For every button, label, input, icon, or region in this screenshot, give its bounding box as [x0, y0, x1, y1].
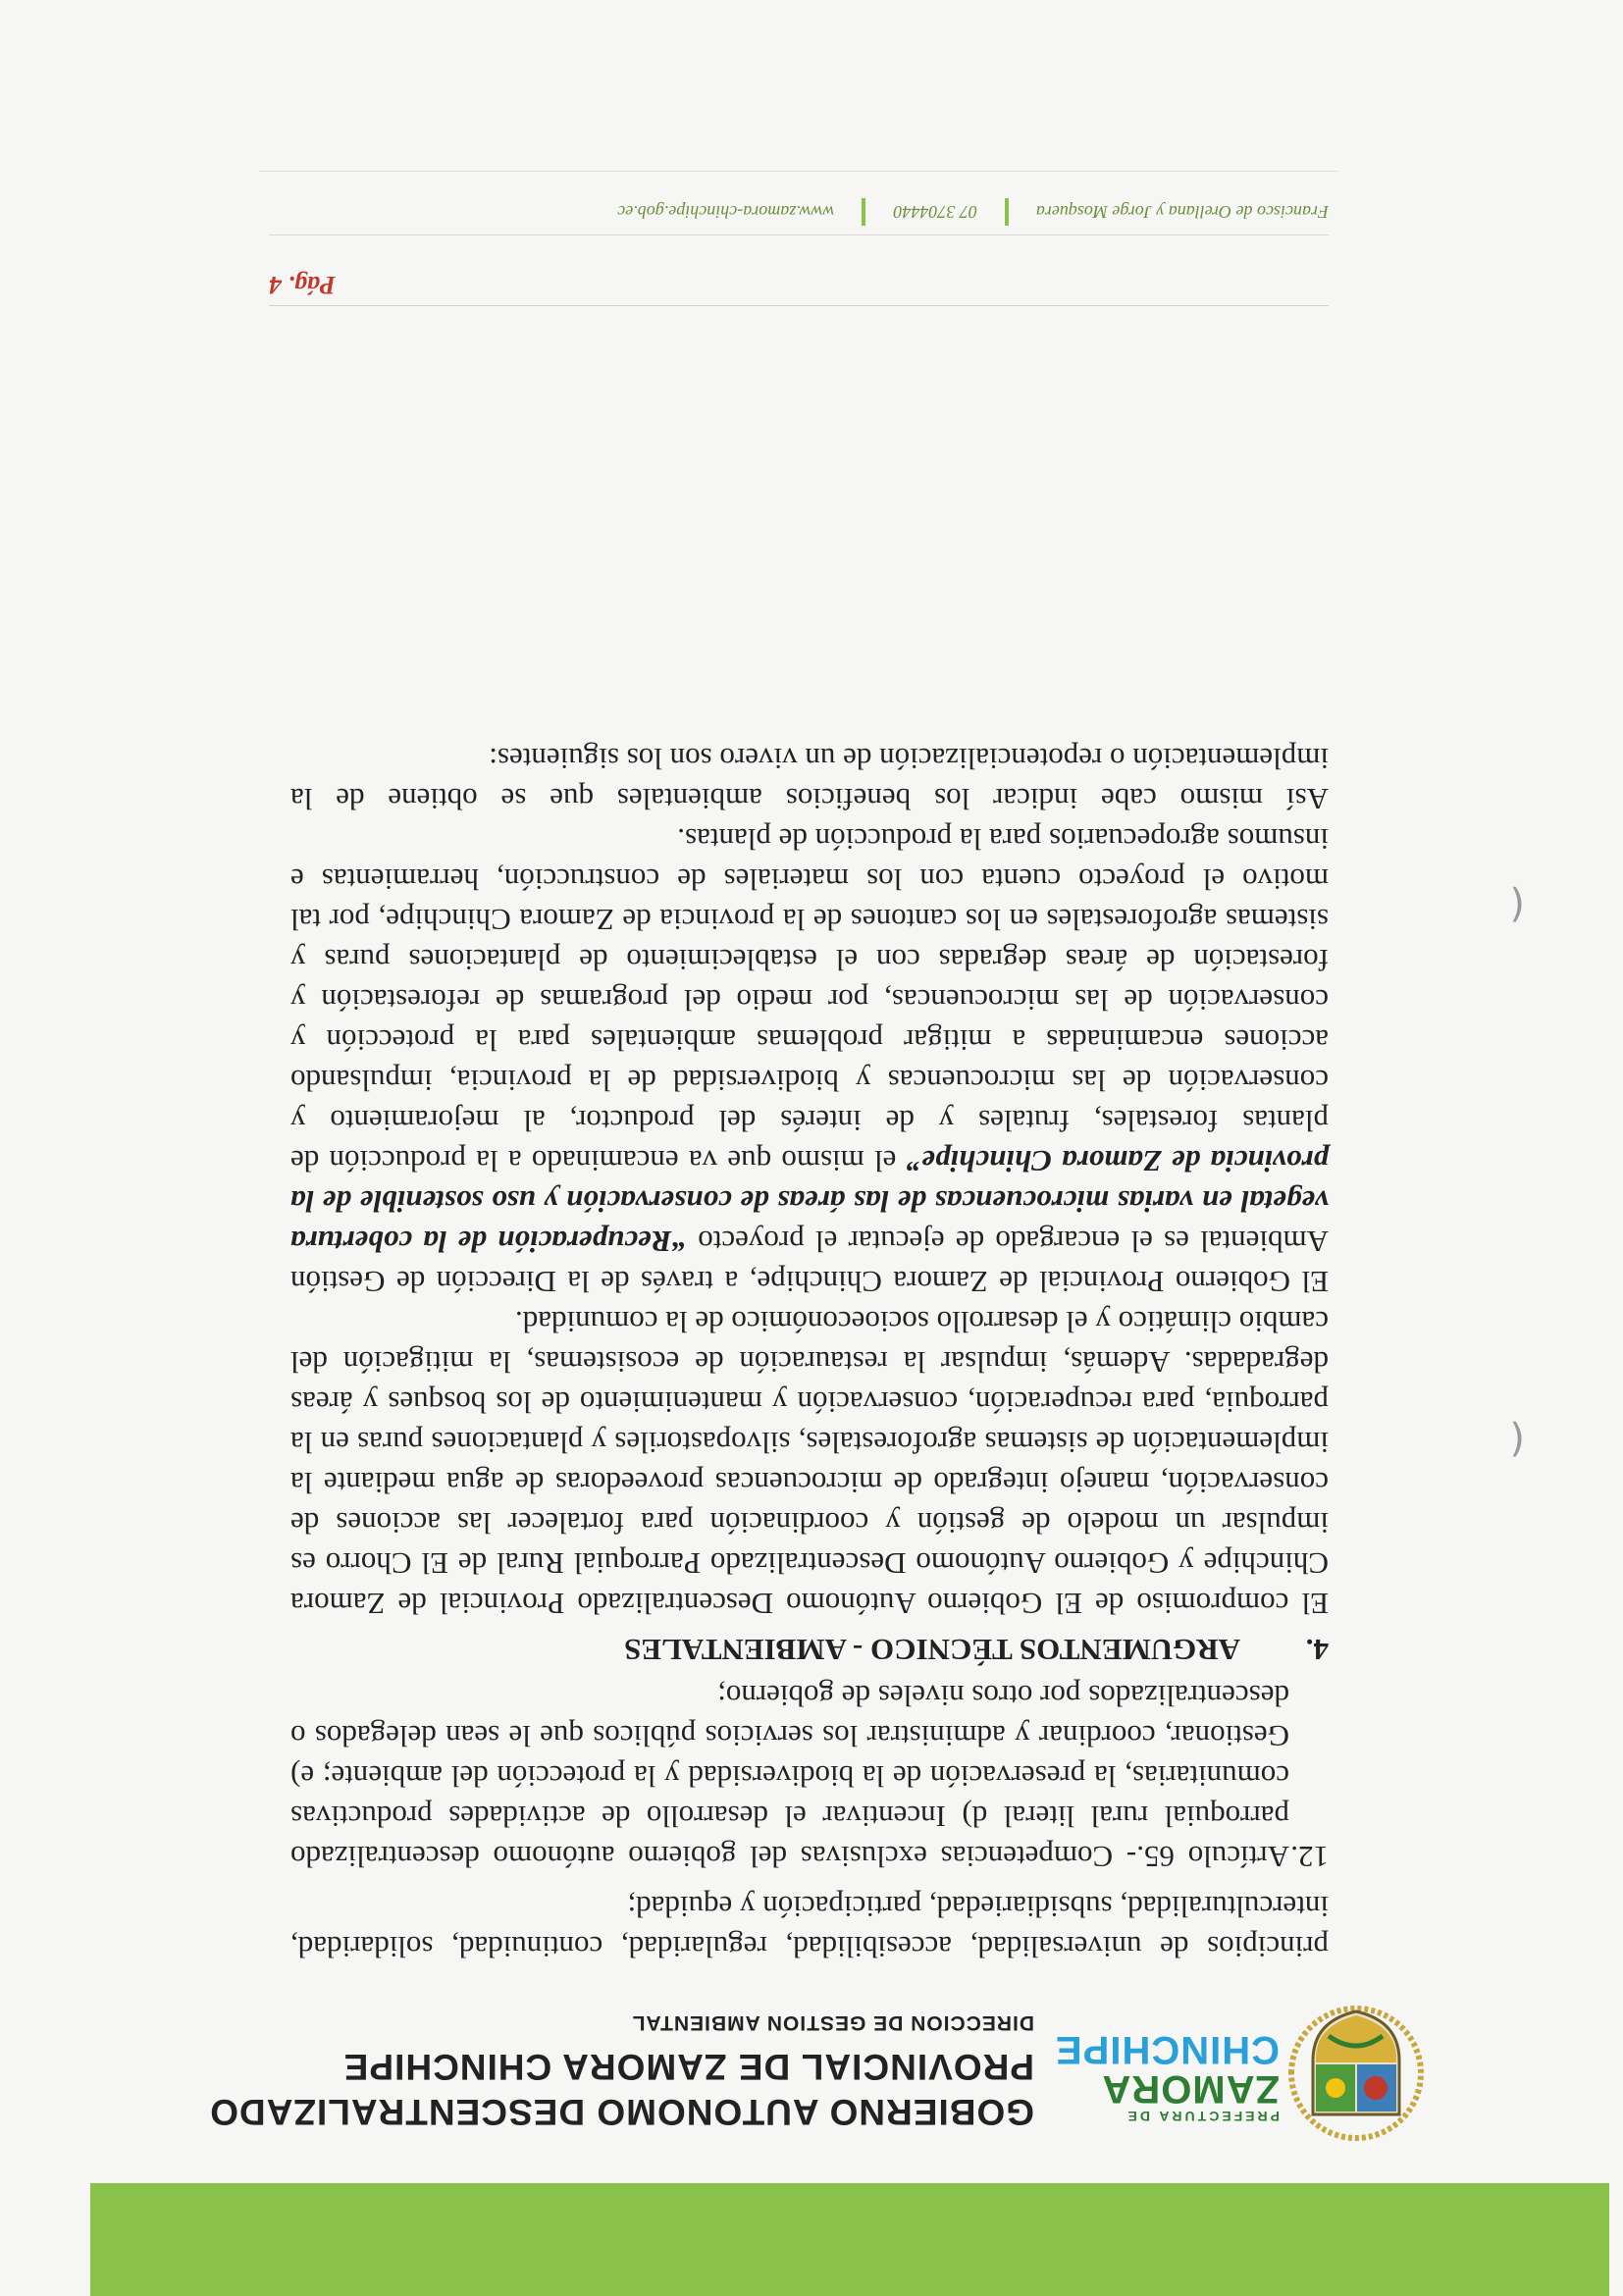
document-body: [290, 739, 1329, 1967]
logo-wordmark: [1054, 2028, 1280, 2124]
paragraph-principles: principios de universalidad, accesibilidad, regularidad, continuidad, solidaridad, interculturalidad, subsidiariedad, participación y equidad;: [290, 1890, 1329, 1964]
footer-phone: 07 3704440: [893, 202, 977, 223]
letterhead-titles: [190, 2010, 1034, 2134]
paragraph-benefits: Así mismo cabe indicar los beneficios ambientales que se obtiene de la implementación o repotencialización de un vivero son los siguientes:: [290, 742, 1329, 816]
footer-address: Francisco de Orellana y Jorge Mosquera: [1035, 202, 1329, 223]
paragraph-project: [290, 819, 1329, 1302]
project-name: “Recuperación de la cobertura vegetal en varias microcuencas de las áreas de conservación y uso sostenible de la provincia de Zamora Chinchipe”: [289, 1144, 1329, 1259]
logo-line-1: ZAMORA: [1101, 2067, 1280, 2111]
punch-hole-mark: (: [1509, 882, 1525, 927]
page-number: Pág. 4: [269, 271, 336, 299]
footer-website: www.zamora-chinchipe.gob.ec: [617, 202, 835, 223]
footer-separator: [1005, 198, 1009, 226]
coat-of-arms-icon: [1284, 2002, 1427, 2144]
government-title: GOBIERNO AUTONOMO DESCENTRALIZADO: [209, 2092, 1034, 2132]
footer-divider: [269, 305, 1329, 306]
punch-hole-mark: (: [1509, 1417, 1525, 1462]
section-number: 4.: [1305, 1633, 1329, 1667]
logo-caption: PREFECTURA DE: [1125, 2109, 1280, 2124]
list-item-12: [290, 1676, 1329, 1877]
list-item-text: Artículo 65.- Competencias exclusivas del gobierno autónomo descentralizado parroquial rural literal d) Incentivar el desarrollo de actividades productivas comunitarias, la preservación de la biodiversidad y la protección del ambiente; e) Gestionar, coordinar y administrar los servicios públicos que le sean delegados o descentralizados por otros niveles de gobierno;: [290, 1679, 1289, 1874]
department-title: DIRECCION DE GESTION AMBIENTAL: [631, 2011, 1034, 2034]
province-title: PROVINCIAL DE ZAMORA CHINCHIPE: [342, 2047, 1034, 2087]
list-item-number: 12.: [1290, 1840, 1329, 1874]
footer-separator: [862, 198, 865, 226]
letterhead: [181, 1992, 1427, 2149]
paragraph-project-intro: El Gobierno Provincial de Zamora Chinchipe, a través de la Dirección de Gestión Ambiental es el encargado de ejecutar el proyecto: [290, 1225, 1329, 1299]
paragraph-commitment: El compromiso de El Gobierno Autónomo Descentralizado Provincial de Zamora Chinchipe y Gobierno Autónomo Descentralizado Parroquial Rural de El Chorro es impulsar un modelo de gestión y coordinación para fortalecer las acciones de conservación, manejo integrado de microcuencas proveedoras de agua mediante la implementación de sistemas agroforestales, silvopastoriles y plantaciones puras en la parroquia, para recuperación, conservación y mantenimiento de los bosques y áreas degradadas. Además, impulsar la restauración de ecosistemas, la mitigación del cambio climático y el desarrollo socioeconómico de la comunidad.: [290, 1305, 1329, 1621]
header-green-bar: [90, 2183, 1609, 2296]
logo-line-2: CHINCHIPE: [1054, 2028, 1280, 2071]
paragraph-project-body: el mismo que va encaminado a la producción de plantas forestales, frutales y de interés del productor, al mejoramiento y conservación de las microcuencas y biodiversidad de la provincia, impulsando acciones encaminadas a mitigar problemas ambientales para la protección y conservación de las microcuencas, por medio del programas de reforestación y forestación de áreas degradas con el establecimiento de plantaciones puras y sistemas agroforestales en los cantones de la provincia de Zamora Chinchipe, por tal motivo el proyecto cuenta con los materiales de construcción, herramientas e insumos agropecuarios para la producción de plantas.: [290, 822, 1329, 1178]
footer-contact: [269, 198, 1329, 226]
section-title: ARGUMENTOS TÉCNICO - AMBIENTALES: [624, 1633, 1240, 1667]
footer-bottom-rule: [259, 171, 1338, 172]
section-heading: [290, 1630, 1329, 1670]
